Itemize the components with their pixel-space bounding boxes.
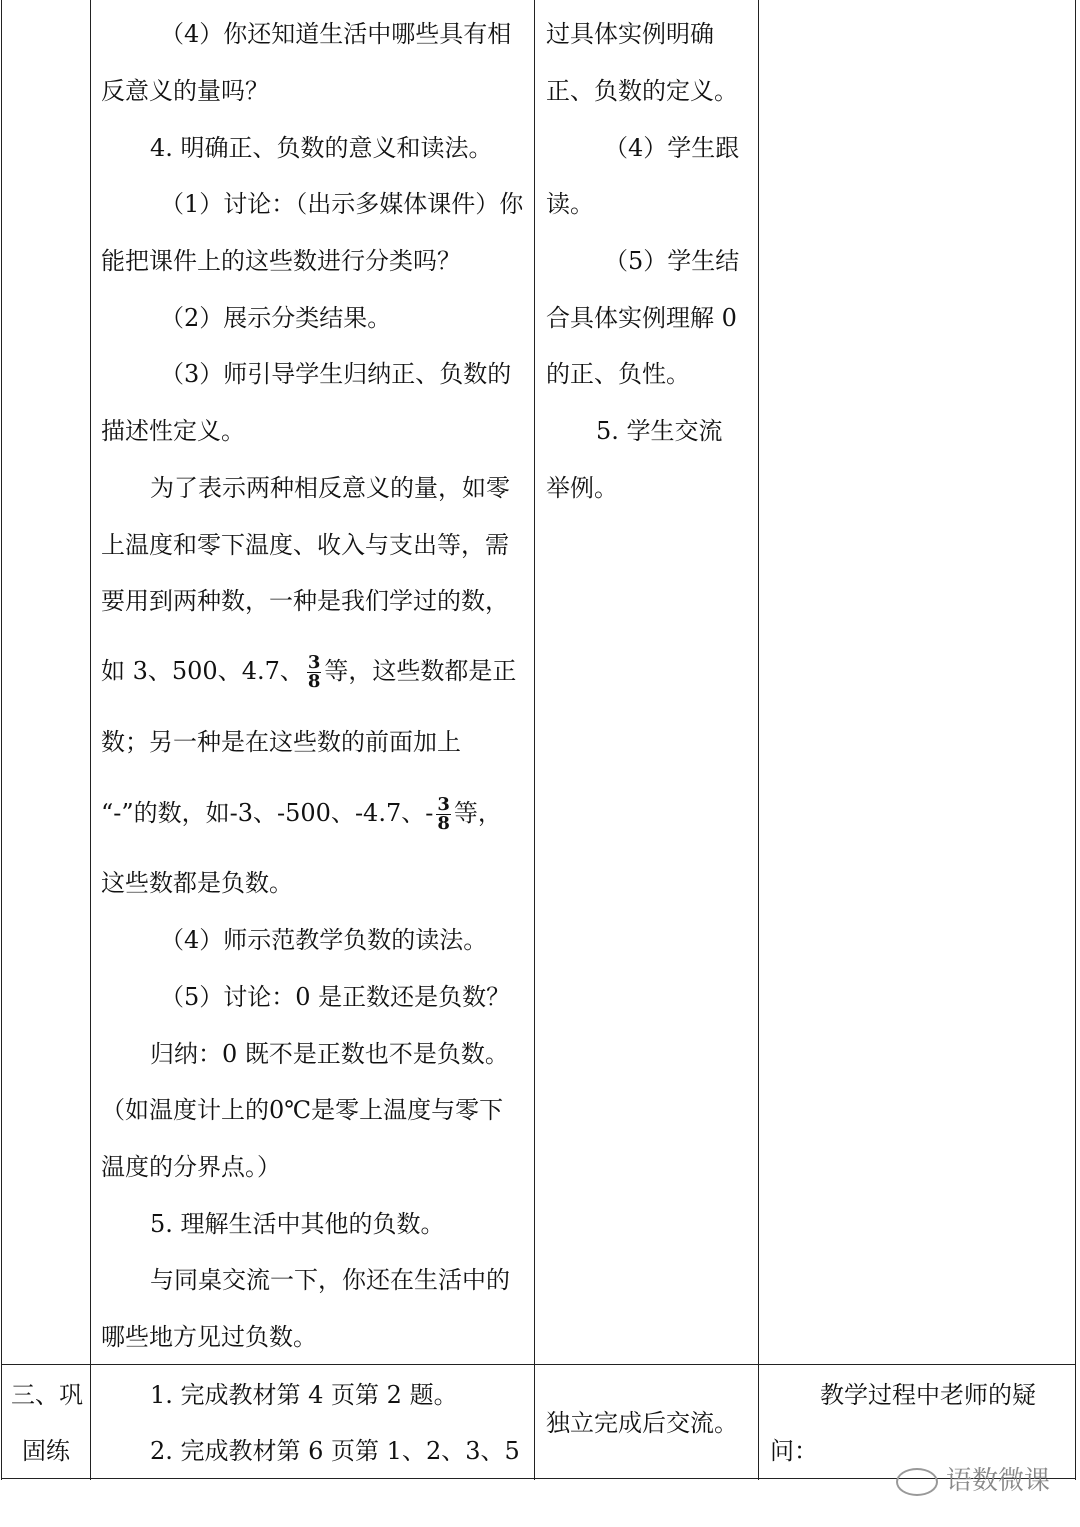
text-line: 为了表示两种相反意义的量，如零 [150,474,510,502]
text-line: 4. 明确正、负数的意义和读法。 [150,134,493,162]
text-span: 等， [453,799,502,827]
text-line: 数；另一种是在这些数的前面加上 [101,728,461,756]
watermark-text: 语数微课 [945,1466,1050,1496]
stage-label: 固练 [22,1437,70,1465]
text-line: （2）展示分类结果。 [160,304,392,332]
table-border-right [1075,0,1076,1480]
text-span: 等，这些数都是正 [324,657,517,685]
text-line: 合具体实例理解 0 [546,304,737,332]
text-span: “-”的数，如-3、-500、-4.7、- [101,799,434,827]
text-line: 举例。 [546,474,618,502]
text-line: 5. 学生交流 [596,417,723,445]
student-exercise-text: 独立完成后交流。 [546,1409,738,1437]
text-line: 哪些地方见过负数。 [101,1323,317,1351]
text-line: 温度的分界点。） [101,1153,281,1181]
fraction [436,796,451,833]
fraction-denominator: 8 [307,671,321,692]
table-col-divider-2 [534,0,535,1480]
notes-text: 教学过程中老师的疑 [820,1381,1036,1409]
text-line: 能把课件上的这些数进行分类吗？ [101,247,461,275]
text-line: 与同桌交流一下，你还在生活中的 [150,1266,510,1294]
stage-label: 三、巩 [11,1381,83,1409]
text-line: 5. 理解生活中其他的负数。 [150,1210,445,1238]
text-line: 过具体实例明确 [546,20,714,48]
text-line: 归纳：0 既不是正数也不是负数。 [150,1040,509,1068]
text-line: 要用到两种数，一种是我们学过的数， [101,587,509,615]
text-line: （4）学生跟 [604,134,740,162]
table-col-divider-3 [758,0,759,1480]
fraction [307,654,322,691]
fraction-denominator: 8 [437,813,450,834]
exercise-line: 1. 完成教材第 4 页第 2 题。 [150,1381,458,1409]
text-line: 这些数都是负数。 [101,869,293,897]
watermark [896,1460,1050,1497]
fraction-numerator: 3 [307,652,321,673]
positive-number-line [101,654,516,691]
notes-text: 问： [770,1437,818,1465]
text-line: 描述性定义。 [101,417,245,445]
text-line: 正、负数的定义。 [546,77,738,105]
text-line: 的正、负性。 [546,360,690,388]
text-line: （如温度计上的0℃是零上温度与零下 [101,1096,504,1124]
chat-bubble-icon [896,1468,938,1496]
row-divider [1,1364,1076,1365]
table-border-left [1,0,2,1480]
text-line: 上温度和零下温度、收入与支出等，需 [101,531,509,559]
text-line: 反意义的量吗？ [101,77,269,105]
text-line: （4）你还知道生活中哪些具有相 [160,20,512,48]
text-line: （1）讨论：（出示多媒体课件）你 [160,190,524,218]
text-line: 读。 [546,190,594,218]
text-span: 如 3、500、4.7、 [101,657,304,685]
fraction-numerator: 3 [437,794,450,815]
exercise-line: 2. 完成教材第 6 页第 1、2、3、5 [150,1437,520,1465]
table-col-divider-1 [90,0,91,1480]
text-line: （4）师示范教学负数的读法。 [160,926,488,954]
text-line: （5）讨论：0 是正数还是负数？ [160,983,511,1011]
text-line: （5）学生结 [604,247,740,275]
negative-number-line [101,796,502,833]
text-line: （3）师引导学生归纳正、负数的 [160,360,512,388]
